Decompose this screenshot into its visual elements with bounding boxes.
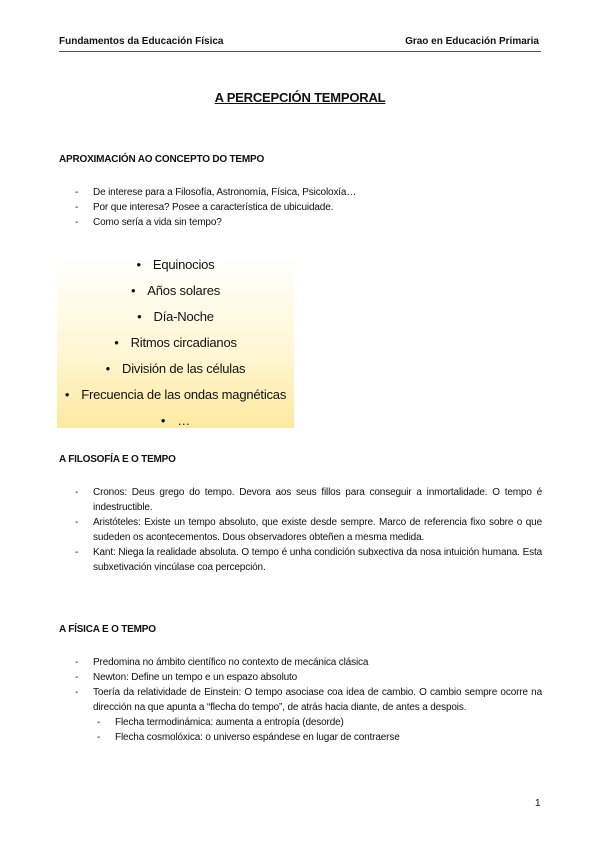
concept-list bbox=[75, 185, 545, 230]
sublist-item: - Flecha cosmolóxica: o universo espándese en lugar de contraerse bbox=[75, 730, 542, 745]
physics-list bbox=[75, 655, 542, 745]
graphic-item: • … bbox=[57, 413, 294, 428]
philosophy-list bbox=[75, 485, 542, 575]
list-item: - Aristóteles: Existe un tempo absoluto, que existe desde sempre. Marco de referencia fixo sobre o que sudeden os acontecementos. Dous observadores obteñen a mesma medida. bbox=[75, 515, 542, 545]
section-heading-concept: APROXIMACIÓN AO CONCEPTO DO TEMPO bbox=[59, 154, 265, 165]
list-item: - Por que interesa? Posee a característica de ubicuidade. bbox=[75, 200, 545, 215]
graphic-item: • División de las células bbox=[57, 361, 294, 376]
section-heading-physics: A FÍSICA E O TEMPO bbox=[59, 624, 156, 635]
list-item: - Como sería a vida sin tempo? bbox=[75, 215, 545, 230]
header-course: Fundamentos da Educación Física bbox=[59, 36, 224, 47]
document-title: A PERCEPCIÓN TEMPORAL bbox=[214, 90, 386, 105]
graphic-item: • Día-Noche bbox=[57, 309, 294, 324]
sublist-container bbox=[75, 715, 542, 745]
list-item: - Kant: Niega la realidade absoluta. O tempo é unha condición subxectiva da nosa intuición humana. Esta subxetivación vincúlase coa percepción. bbox=[75, 545, 542, 575]
graphic-item: • Frecuencia de las ondas magnéticas bbox=[57, 387, 294, 402]
page-header bbox=[59, 36, 541, 52]
arrow-of-time-sublist bbox=[75, 715, 542, 745]
sublist-item: - Flecha termodinámica: aumenta a entropía (desorde) bbox=[75, 715, 542, 730]
list-item: - Cronos: Deus grego do tempo. Devora aos seus fillos para conseguir a inmortalidade. O tempo é indestructible. bbox=[75, 485, 542, 515]
graphic-item: • Equinocios bbox=[57, 257, 294, 272]
graphic-item: • Ritmos circadianos bbox=[57, 335, 294, 350]
graphic-item: • Años solares bbox=[57, 283, 294, 298]
list-item: - Newton: Define un tempo e un espazo absoluto bbox=[75, 670, 542, 685]
section-heading-philosophy: A FILOSOFÍA E O TEMPO bbox=[59, 454, 176, 465]
header-degree: Grao en Educación Primaria bbox=[405, 36, 539, 47]
list-item: - Predomina no ámbito científico no contexto de mecánica clásica bbox=[75, 655, 542, 670]
list-item: - Toería da relatividade de Einstein: O tempo asociase coa idea de cambio. O cambio sempre ocorre na dirección na que apunta a “flecha do tempo”, de atrás hacia diante, de antes a despois. bbox=[75, 685, 542, 715]
time-phenomena-graphic bbox=[57, 254, 294, 428]
list-item: - De interese para a Filosofía, Astronomía, Física, Psicoloxía… bbox=[75, 185, 545, 200]
page-number: 1 bbox=[535, 798, 541, 809]
